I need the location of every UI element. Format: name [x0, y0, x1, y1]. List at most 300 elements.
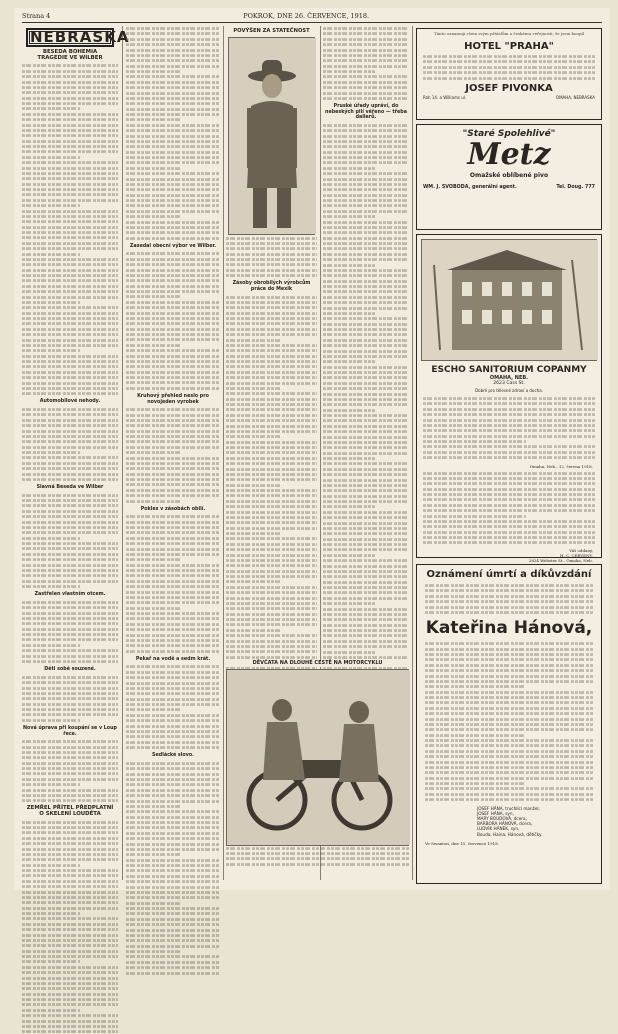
text-line	[126, 145, 220, 148]
text-line	[126, 843, 220, 846]
text-line	[126, 199, 220, 202]
text-line	[22, 692, 118, 695]
text-line	[22, 719, 80, 722]
text-line	[22, 714, 118, 717]
text-line	[126, 923, 220, 926]
text-line	[22, 708, 118, 711]
text-line	[126, 569, 220, 572]
text-line	[323, 366, 409, 369]
text-line	[423, 520, 595, 523]
text-line	[323, 285, 409, 288]
mourner-item: Bouda, Haina, Hánová, dětičky.	[477, 831, 543, 837]
text-line	[226, 608, 317, 611]
text-line	[22, 875, 118, 878]
text-line	[425, 750, 593, 753]
newspaper-page	[14, 8, 610, 890]
body-text-block	[126, 761, 220, 976]
text-line	[323, 457, 375, 460]
text-line	[126, 43, 220, 46]
headline: Slavná Beseda ve Wilber	[36, 485, 104, 491]
text-line	[22, 280, 118, 283]
column-2	[126, 26, 220, 882]
text-line	[423, 66, 595, 69]
body-text-block	[126, 251, 220, 391]
column-rule	[223, 26, 224, 880]
text-line	[126, 290, 220, 293]
text-line	[323, 371, 409, 374]
text-line	[22, 237, 118, 240]
text-line	[226, 403, 317, 406]
text-line	[226, 505, 317, 508]
text-line	[226, 393, 317, 396]
obituary-name: Kateřina Hánová,	[425, 618, 593, 639]
obituary-title: Oznámení úmrtí a díkůvzdání	[426, 569, 592, 580]
text-line	[22, 355, 118, 358]
text-line	[126, 972, 220, 975]
text-line	[226, 274, 317, 277]
text-line	[126, 585, 220, 588]
building-illustration	[422, 240, 598, 360]
text-line	[22, 918, 118, 921]
text-line	[323, 54, 409, 57]
text-line	[126, 521, 220, 524]
sanitarium-sig-address: 2824 Webster St., Omaha, Neb.	[528, 557, 593, 563]
text-line	[22, 263, 118, 266]
text-line	[22, 703, 118, 706]
text-line	[126, 365, 220, 368]
text-line	[425, 777, 593, 780]
text-line	[126, 279, 220, 282]
beer-subtitle: Omažské oblíbené pivo	[469, 172, 549, 179]
text-line	[323, 586, 409, 589]
text-line	[323, 318, 409, 321]
text-line	[22, 837, 118, 840]
body-text-block	[323, 123, 409, 714]
text-line	[22, 161, 118, 164]
text-line	[323, 479, 409, 482]
text-line	[22, 210, 118, 213]
text-line	[22, 880, 118, 883]
text-line	[323, 430, 409, 433]
text-line	[126, 762, 220, 765]
headline: Zasedal obecní výbor ve Wilber.	[129, 243, 217, 249]
text-line	[323, 210, 409, 213]
text-line	[126, 558, 182, 561]
text-line	[22, 376, 118, 379]
headline: Zásoby obrobilých výrobcům práce do Mexik	[232, 281, 311, 292]
text-line	[226, 441, 317, 444]
text-line	[226, 484, 281, 487]
text-line	[226, 317, 317, 320]
text-line	[226, 333, 317, 336]
text-line	[423, 515, 526, 518]
text-line	[126, 355, 220, 358]
headline: Automobilové nehody.	[39, 399, 101, 405]
text-line	[425, 702, 593, 705]
text-line	[226, 640, 317, 643]
text-line	[126, 730, 220, 733]
text-line	[126, 129, 220, 132]
text-line	[126, 767, 220, 770]
text-line	[22, 290, 118, 293]
text-line	[22, 687, 118, 690]
text-line	[22, 623, 118, 626]
text-line	[226, 371, 317, 374]
headline: Sedlácké slovo.	[152, 753, 194, 759]
text-line	[126, 601, 220, 604]
body-text-block	[22, 493, 118, 590]
text-line	[126, 837, 220, 840]
text-line	[22, 853, 118, 856]
text-line	[126, 113, 220, 116]
text-line	[22, 751, 118, 754]
text-line	[126, 703, 220, 706]
text-line	[226, 522, 317, 525]
text-line	[22, 113, 118, 116]
text-line	[22, 606, 118, 609]
text-line	[22, 789, 118, 792]
text-line	[226, 548, 317, 551]
text-line	[126, 97, 220, 100]
text-line	[22, 301, 80, 304]
text-line	[425, 771, 593, 774]
text-line	[22, 998, 118, 1001]
text-line	[22, 253, 80, 256]
text-line	[22, 387, 118, 390]
text-line	[126, 408, 220, 411]
text-line	[323, 597, 409, 600]
text-line	[423, 397, 595, 400]
text-line	[323, 441, 409, 444]
text-line	[22, 102, 118, 105]
text-line	[126, 387, 220, 390]
text-line	[226, 419, 317, 422]
text-line	[126, 875, 220, 878]
text-line	[126, 178, 220, 181]
beer-agent: WM. J. SVOBODA, generální agent.	[423, 185, 517, 190]
text-line	[22, 392, 118, 395]
text-line	[22, 644, 80, 647]
text-line	[323, 511, 409, 514]
text-line	[226, 468, 317, 471]
text-line	[22, 306, 118, 309]
text-line	[126, 644, 220, 647]
text-line	[323, 393, 409, 396]
text-line	[22, 65, 118, 68]
text-line	[22, 537, 80, 540]
text-line	[22, 242, 118, 245]
mourner-item: LUDVÍK HÁNEK, syn,	[477, 826, 520, 832]
text-line	[22, 140, 118, 143]
text-line	[126, 687, 220, 690]
text-line	[226, 248, 317, 251]
text-line	[126, 907, 220, 910]
text-line	[126, 736, 220, 739]
text-line	[226, 355, 317, 358]
text-line	[126, 553, 220, 556]
text-line	[126, 956, 220, 959]
text-line	[126, 435, 220, 438]
mourner-item: JOSEF HÁNA, truchlící manžel,	[477, 805, 540, 811]
text-line	[22, 118, 118, 121]
text-line	[425, 788, 593, 791]
text-line	[126, 371, 220, 374]
text-line	[226, 624, 317, 627]
text-line	[22, 451, 80, 454]
text-line	[22, 124, 118, 127]
text-line	[126, 467, 220, 470]
text-line	[22, 333, 118, 336]
text-line	[22, 944, 118, 947]
text-line	[126, 719, 220, 722]
text-line	[126, 591, 220, 594]
text-line	[126, 682, 220, 685]
text-line	[22, 574, 118, 577]
text-line	[226, 511, 317, 514]
text-line	[323, 328, 409, 331]
text-line	[323, 323, 409, 326]
headline: Kruhový přehled neslo pro novojeden vyrobek	[137, 393, 209, 405]
text-line	[425, 675, 593, 678]
body-text-block	[22, 407, 118, 482]
text-line	[126, 929, 220, 932]
text-line	[22, 414, 118, 417]
mourners-list	[417, 806, 601, 837]
body-text-block	[22, 600, 118, 664]
text-line	[22, 858, 118, 861]
text-line	[423, 493, 595, 496]
sanitarium-ad	[416, 234, 602, 563]
text-line	[22, 633, 118, 636]
mourner-item: JOSEF HÁNA, syn,	[477, 810, 514, 816]
text-line	[323, 538, 409, 541]
body-text-block	[22, 63, 118, 396]
text-line	[22, 982, 118, 985]
text-line	[126, 274, 220, 277]
text-line	[323, 554, 375, 557]
text-line	[425, 659, 593, 662]
text-line	[323, 86, 409, 89]
text-line	[226, 543, 317, 546]
text-line	[126, 859, 220, 862]
text-line	[126, 194, 220, 197]
text-line	[226, 538, 317, 541]
text-line	[126, 698, 220, 701]
text-line	[126, 92, 220, 95]
text-line	[126, 794, 220, 797]
body-text-block	[423, 54, 595, 81]
text-line	[22, 134, 118, 137]
text-line	[22, 515, 118, 518]
text-line	[126, 156, 220, 159]
text-line	[126, 54, 220, 57]
text-line	[323, 70, 375, 73]
text-line	[323, 172, 409, 175]
text-line	[22, 767, 118, 770]
text-line	[425, 723, 593, 726]
text-line	[226, 473, 317, 476]
text-line	[323, 361, 375, 364]
text-line	[423, 488, 595, 491]
text-line	[22, 220, 118, 223]
text-line	[126, 76, 220, 79]
text-line	[22, 296, 118, 299]
text-line	[22, 478, 118, 481]
text-line	[22, 167, 118, 170]
hotel-ad	[416, 28, 602, 120]
text-line	[126, 961, 220, 964]
section-title: NEBRASKA	[30, 28, 130, 46]
text-line	[126, 478, 220, 481]
text-line	[226, 376, 317, 379]
text-line	[323, 624, 409, 627]
motorcycle-story	[226, 658, 409, 867]
text-line	[126, 821, 220, 824]
text-line	[226, 489, 317, 492]
text-line	[126, 81, 220, 84]
text-line	[22, 569, 118, 572]
text-line	[22, 971, 118, 974]
headline: Pruské úřady upráví, do nebeských pilí věřeno — třeba dallerů.	[325, 104, 407, 121]
text-line	[22, 939, 118, 942]
text-line	[22, 821, 118, 824]
text-line	[323, 156, 409, 159]
text-line	[323, 151, 409, 154]
text-line	[423, 419, 595, 422]
text-line	[323, 258, 409, 261]
text-line	[323, 377, 409, 380]
text-line	[423, 531, 595, 534]
text-line	[126, 880, 220, 883]
text-line	[323, 559, 409, 562]
text-line	[126, 119, 182, 122]
text-line	[22, 762, 118, 765]
text-line	[423, 504, 595, 507]
text-line	[126, 789, 220, 792]
obituary-ad	[416, 564, 602, 884]
text-line	[226, 457, 317, 460]
text-line	[126, 263, 220, 266]
text-line	[226, 462, 317, 465]
text-line	[126, 966, 220, 969]
photo-caption: DĚVČATA NA DLOUHÉ CESTĚ NA MOTORCYKLU	[226, 661, 409, 667]
text-line	[323, 592, 409, 595]
text-line	[323, 468, 409, 471]
text-line	[22, 177, 118, 180]
text-line	[126, 135, 220, 138]
sanitarium-date: Omaha, Neb., 12. června 1918.	[529, 463, 593, 469]
text-line	[22, 424, 118, 427]
text-line	[22, 553, 118, 556]
motorcycle-figure	[227, 670, 410, 845]
text-line	[126, 317, 220, 320]
text-line	[126, 532, 220, 535]
text-line	[323, 167, 375, 170]
text-line	[423, 440, 526, 443]
text-line	[425, 745, 593, 748]
text-line	[22, 617, 118, 620]
text-line	[126, 65, 220, 68]
text-line	[323, 404, 409, 407]
text-line	[22, 832, 118, 835]
text-line	[22, 1014, 118, 1017]
text-line	[126, 805, 182, 808]
text-line	[226, 629, 281, 632]
text-line	[22, 993, 118, 996]
text-line	[323, 350, 409, 353]
text-line	[323, 436, 409, 439]
headline: Zastřelen vlastním otcem.	[34, 592, 106, 598]
text-line	[423, 55, 595, 58]
text-line	[226, 452, 317, 455]
text-line	[425, 707, 593, 710]
text-line	[126, 27, 220, 30]
text-line	[126, 49, 220, 52]
text-line	[226, 645, 317, 648]
text-line	[22, 172, 118, 175]
text-line	[323, 248, 409, 251]
text-line	[126, 339, 220, 342]
text-line	[323, 495, 409, 498]
text-line	[323, 619, 409, 622]
text-line	[22, 660, 118, 663]
text-line	[126, 612, 220, 615]
text-line	[22, 676, 118, 679]
text-line	[126, 515, 220, 518]
text-line	[22, 521, 118, 524]
text-line	[226, 430, 317, 433]
text-line	[323, 414, 409, 417]
text-line	[126, 237, 220, 240]
body-text-block	[22, 739, 118, 803]
text-line	[323, 215, 375, 218]
text-line	[323, 608, 409, 611]
text-line	[423, 451, 595, 454]
text-line	[423, 542, 595, 545]
text-line	[226, 269, 317, 272]
text-line	[323, 189, 409, 192]
body-text-block	[423, 396, 595, 460]
text-line	[126, 778, 220, 781]
column-rule	[412, 26, 413, 880]
text-line	[323, 199, 409, 202]
text-line	[126, 891, 220, 894]
text-line	[22, 891, 118, 894]
headline: Pekař na vodě a sedm krát.	[135, 656, 211, 662]
text-line	[22, 70, 118, 73]
body-text-block	[226, 295, 317, 682]
beer-brand: Metz	[467, 137, 551, 172]
text-line	[126, 484, 220, 487]
text-line	[22, 499, 118, 502]
text-line	[126, 784, 220, 787]
text-line	[226, 237, 317, 240]
text-line	[323, 296, 409, 299]
body-text-block	[126, 664, 220, 750]
text-line	[126, 205, 220, 208]
text-line	[323, 425, 409, 428]
text-line	[22, 86, 118, 89]
text-line	[22, 510, 118, 513]
text-line	[126, 896, 220, 899]
text-line	[22, 585, 80, 588]
text-line	[226, 858, 409, 861]
text-line	[22, 558, 118, 561]
body-text-block	[22, 675, 118, 723]
text-line	[226, 613, 317, 616]
text-line	[425, 798, 593, 801]
text-line	[323, 253, 409, 256]
